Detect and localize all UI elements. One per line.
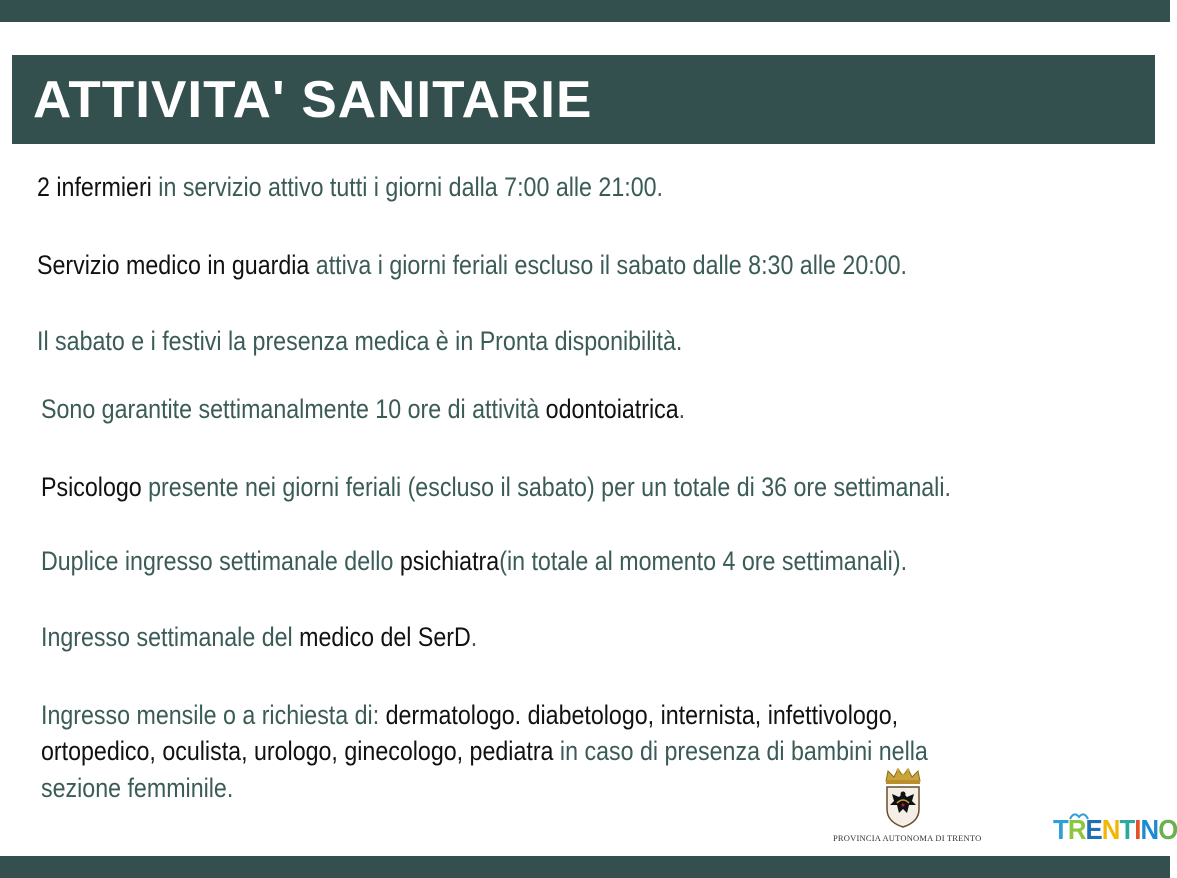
text-line-specialists-1: Ingresso mensile o a richiesta di: dermatologo. diabetologo, internista, infettivologo,	[41, 700, 899, 730]
page-title: ATTIVITA' SANITARIE	[33, 70, 593, 129]
text-line-psychiatrist: Duplice ingresso settimanale dello psichiatra(in totale al momento 4 ore settimanali).	[41, 546, 908, 576]
text-line-psychologist: Psicologo presente nei giorni feriali (escluso il sabato) per un totale di 36 ore settimanali.	[41, 472, 951, 502]
top-bar	[0, 0, 1170, 22]
text-line-specialists-2: ortopedico, oculista, urologo, ginecologo, pediatra in caso di presenza di bambini nella	[41, 736, 928, 766]
text-line-nurses: 2 infermieri in servizio attivo tutti i giorni dalla 7:00 alle 21:00.	[37, 172, 663, 202]
text-line-specialists-3: sezione femminile.	[41, 773, 234, 803]
text-line-weekend: Il sabato e i festivi la presenza medica è in Pronta disponibilità.	[37, 326, 683, 356]
title-band	[12, 55, 1155, 144]
provincia-label: PROVINCIA AUTONOMA DI TRENTO	[833, 833, 982, 843]
text-line-dental: Sono garantite settimanalmente 10 ore di attività odontoiatrica.	[41, 394, 686, 424]
provincia-crest-icon	[880, 767, 926, 829]
text-line-medical-service: Servizio medico in guardia attiva i giorni feriali escluso il sabato dalle 8:30 alle 20:00.	[37, 250, 907, 280]
bottom-bar	[0, 856, 1170, 878]
text-line-serd: Ingresso settimanale del medico del SerD.	[41, 622, 478, 652]
trentino-logo: TRENTINO	[1053, 814, 1177, 845]
